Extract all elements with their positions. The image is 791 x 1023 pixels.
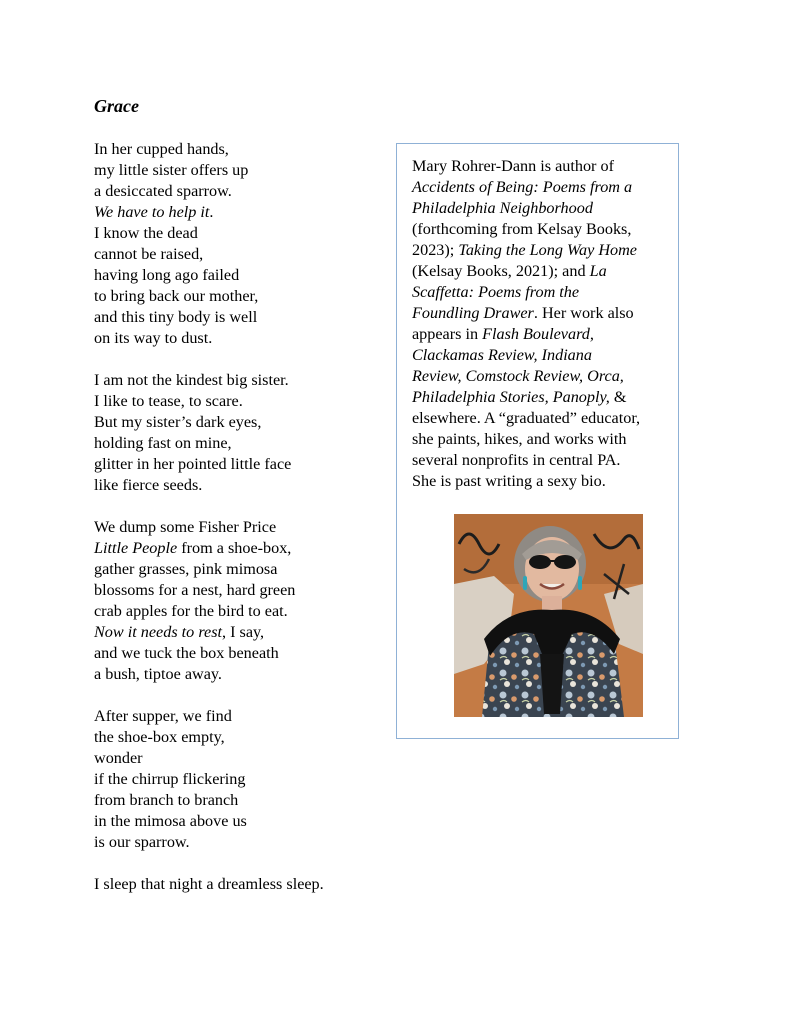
poem-line [94, 265, 384, 286]
bio-line [412, 429, 674, 450]
text-segment: is our sparrow. [94, 833, 190, 851]
poem-line [94, 874, 384, 895]
text-segment: After supper, we find [94, 707, 232, 725]
text-segment: In her cupped hands, [94, 140, 229, 158]
poem-line [94, 454, 384, 475]
poem-stanza [94, 370, 384, 496]
bio-line [412, 177, 674, 198]
bio-line [412, 198, 674, 219]
text-segment: several nonprofits in central PA. [412, 451, 621, 469]
text-segment: She is past writing a sexy bio. [412, 472, 606, 490]
text-segment: the shoe-box empty, [94, 728, 225, 746]
text-segment: (forthcoming from Kelsay Books, [412, 220, 632, 238]
poem-stanza [94, 874, 384, 895]
poem-line [94, 181, 384, 202]
text-segment: having long ago failed [94, 266, 240, 284]
bio-line [412, 219, 674, 240]
text-segment: like fierce seeds. [94, 476, 203, 494]
poem-line [94, 202, 384, 223]
poem-line [94, 139, 384, 160]
italic-text: Review, Comstock Review, Orca, [412, 367, 624, 385]
text-segment: I am not the kindest big sister. [94, 371, 289, 389]
text-segment: to bring back our mother, [94, 287, 259, 305]
bio-line [412, 240, 674, 261]
text-segment: in the mimosa above us [94, 812, 247, 830]
poem-line [94, 622, 384, 643]
text-segment: blossoms for a nest, hard green [94, 581, 296, 599]
poem-line [94, 664, 384, 685]
italic-text: Now it needs to rest [94, 623, 222, 641]
text-segment: But my sister’s dark eyes, [94, 413, 262, 431]
text-segment: she paints, hikes, and works with [412, 430, 627, 448]
text-segment: from a shoe-box, [177, 539, 292, 557]
text-segment: from branch to branch [94, 791, 239, 809]
poem-line [94, 244, 384, 265]
poem-line [94, 391, 384, 412]
text-segment: wonder [94, 749, 143, 767]
text-segment: if the chirrup flickering [94, 770, 246, 788]
poem-title: Grace [94, 96, 139, 116]
bio-line [412, 303, 674, 324]
poem-line [94, 643, 384, 664]
poem-line [94, 811, 384, 832]
text-segment: and this tiny body is well [94, 308, 258, 326]
bio-line [412, 471, 674, 492]
text-segment: & [609, 388, 627, 406]
italic-text: Philadelphia Neighborhood [412, 199, 593, 217]
text-segment: a bush, tiptoe away. [94, 665, 222, 683]
poem-line [94, 748, 384, 769]
text-segment: a desiccated sparrow. [94, 182, 232, 200]
text-segment: cannot be raised, [94, 245, 204, 263]
text-segment: 2023); [412, 241, 459, 259]
poem-stanza [94, 517, 384, 685]
poem-line [94, 832, 384, 853]
poem-line [94, 538, 384, 559]
poem-line [94, 601, 384, 622]
bio-line [412, 345, 674, 366]
bio-line [412, 261, 674, 282]
bio-line [412, 366, 674, 387]
poem-line [94, 559, 384, 580]
poem-line [94, 286, 384, 307]
text-segment: my little sister offers up [94, 161, 249, 179]
text-segment: and we tuck the box beneath [94, 644, 279, 662]
italic-text: Clackamas Review, Indiana [412, 346, 592, 364]
author-bio-text [412, 156, 674, 492]
poem-line [94, 223, 384, 244]
poem-line [94, 433, 384, 454]
italic-text: La [589, 262, 607, 280]
text-segment: I sleep that night a dreamless sleep. [94, 875, 324, 893]
bio-line [412, 387, 674, 408]
poem-stanza [94, 706, 384, 853]
text-segment: , I say, [222, 623, 265, 641]
bio-line [412, 324, 674, 345]
italic-text: Flash Boulevard, [482, 325, 594, 343]
italic-text: Little People [94, 539, 178, 557]
bio-line [412, 156, 674, 177]
text-segment: I like to tease, to scare. [94, 392, 243, 410]
poem-line [94, 475, 384, 496]
bio-line [412, 408, 674, 429]
poem-line [94, 328, 384, 349]
poem-line [94, 769, 384, 790]
poem-line [94, 727, 384, 748]
text-segment: . Her work also [533, 304, 634, 322]
text-segment: crab apples for the bird to eat. [94, 602, 288, 620]
italic-text: Accidents of Being: Poems from a [412, 178, 633, 196]
poem-line [94, 517, 384, 538]
text-segment: Mary Rohrer-Dann is author of [412, 157, 614, 175]
text-segment: on its way to dust. [94, 329, 213, 347]
poem-line [94, 307, 384, 328]
poem-line [94, 706, 384, 727]
poem-body [94, 139, 384, 916]
italic-text: Foundling Drawer [412, 304, 534, 322]
bio-line [412, 282, 674, 303]
italic-text: Taking the Long Way Home [458, 241, 637, 259]
text-segment: holding fast on mine, [94, 434, 232, 452]
poem-stanza [94, 139, 384, 349]
text-segment: gather grasses, pink mimosa [94, 560, 278, 578]
italic-text: We have to help it [94, 203, 210, 221]
text-segment: (Kelsay Books, 2021); and [412, 262, 590, 280]
italic-text: Scaffetta: Poems from the [412, 283, 580, 301]
author-photo [454, 514, 643, 717]
bio-line [412, 450, 674, 471]
poem-line [94, 370, 384, 391]
text-segment: glitter in her pointed little face [94, 455, 292, 473]
text-segment: We dump some Fisher Price [94, 518, 277, 536]
poem-line [94, 580, 384, 601]
poem-line [94, 412, 384, 433]
text-segment: appears in [412, 325, 483, 343]
text-segment: I know the dead [94, 224, 198, 242]
poem-line [94, 790, 384, 811]
poem-line [94, 160, 384, 181]
italic-text: Philadelphia Stories, Panoply, [412, 388, 610, 406]
author-bio-box [396, 143, 679, 739]
text-segment: elsewhere. A “graduated” educator, [412, 409, 641, 427]
text-segment: . [209, 203, 214, 221]
